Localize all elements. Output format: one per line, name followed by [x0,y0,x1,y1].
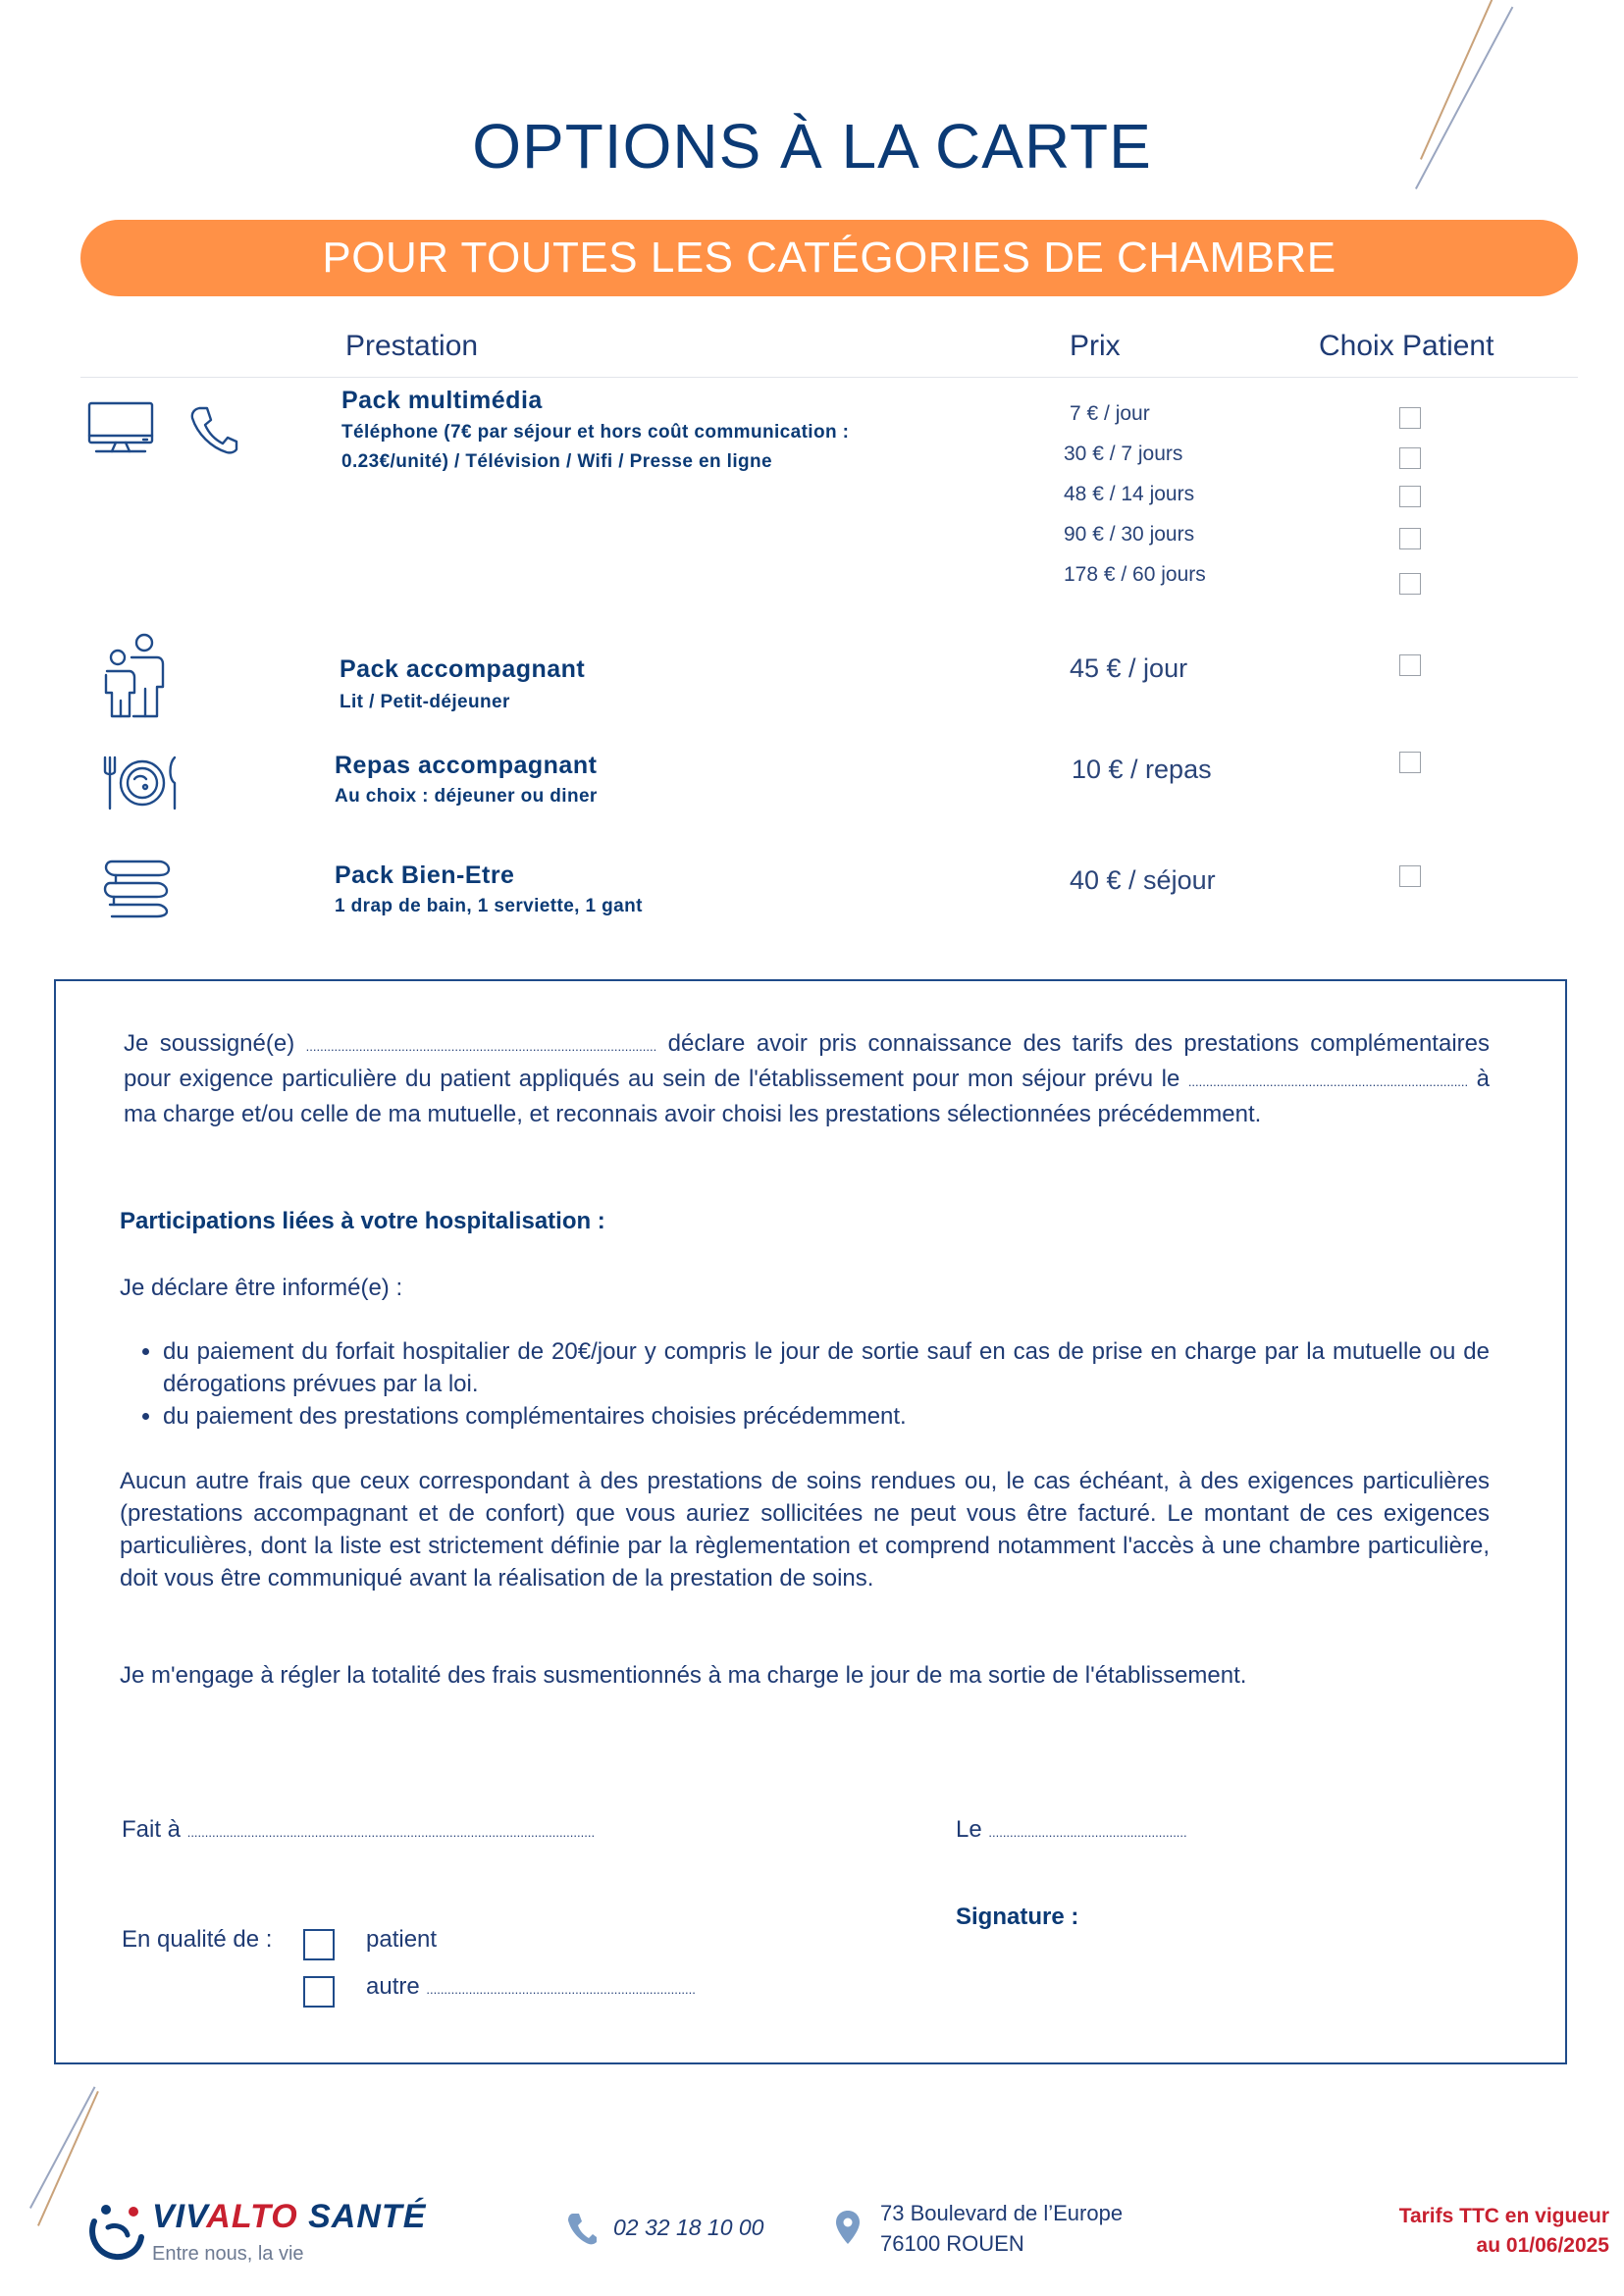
choice-checkbox[interactable] [1399,865,1421,887]
price-option: 7 € / jour [1070,402,1150,425]
item-description: Au choix : déjeuner ou diner [335,786,598,807]
header-choix-patient: Choix Patient [1319,330,1494,362]
price-option: 48 € / 14 jours [1064,483,1195,505]
page-title: OPTIONS À LA CARTE [472,111,1152,182]
tarifs-line1: Tarifs TTC en vigueur [1398,2205,1609,2227]
logo-text: SANTÉ [297,2198,427,2235]
intro-text: Je soussigné(e) [124,1030,306,1057]
date-field[interactable]: ............................................................................... [1187,1074,1469,1089]
le-field[interactable]: ........................................................ [988,1825,1187,1840]
aucun-paragraph: Aucun autre frais que ceux correspondant à des prestations de soins rendues ou, le cas échéant, à des exigences particulières (prestations accompagnant et de confort) que vous auriez sollicitées ne peut vous être facturé. Le montant de ces exigences particulières, dont la liste est strictement définie par la règlementation et comprend notamment l'accès à une chambre particulière, doit vous être communiqué avant la réalisation de la prestation de soins. [120,1468,1490,1592]
autre-label: autre [366,1973,427,2000]
autre-line [366,1970,696,2006]
list-item: • du paiement du forfait hospitalier de 20€/jour y compris le jour de sortie sauf en cas de prise en charge par la mutuelle ou de dérogations prévues par la loi. [163,1335,1490,1400]
list-item: • du paiement des prestations complémentaires choisies précédemment. [163,1400,1490,1433]
item-price: 45 € / jour [1070,653,1188,683]
patient-checkbox[interactable] [303,1929,335,1960]
le-line [956,1813,1187,1849]
footer-address-line1: 73 Boulevard de l’Europe [880,2201,1124,2225]
item-description: 1 drap de bain, 1 serviette, 1 gant [335,896,643,916]
intro-text: déclare avoir pris connaissance des tarifs des prestations complémentaires pour exigence particulière du patient appliqués au sein de l'établissement pour mon séjour prévu le [124,1030,1490,1092]
intro-text: à ma charge et/ou celle de ma mutuelle, et reconnais avoir choisi les prestations sélectionnées précédemment. [124,1066,1491,1127]
decorative-line [29,2086,95,2208]
le-label: Le [956,1816,989,1843]
item-description: Téléphone (7€ par séjour et hors coût communication : [341,422,850,443]
name-field[interactable]: ................................................................................................... [305,1039,657,1054]
television-icon [86,400,157,455]
phone-icon [567,2212,597,2245]
price-option: 90 € / 30 jours [1064,523,1195,546]
tarifs-line2: au 01/06/2025 [1476,2234,1609,2257]
declaration-intro [124,1027,1490,1130]
autre-field[interactable]: ............................................................................ [426,1982,696,1997]
location-icon [835,2210,861,2245]
item-name: Pack Bien-Etre [335,861,515,889]
item-name: Pack accompagnant [340,655,586,683]
brand-logo [152,2198,426,2236]
patient-label: patient [366,1926,438,1953]
qualite-label: En qualité de : [122,1926,273,1953]
meal-icon [102,754,183,812]
bullet-list [120,1335,1490,1433]
footer-phone[interactable]: 02 32 18 10 00 [613,2215,764,2240]
header-prestation: Prestation [345,330,479,362]
choice-checkbox[interactable] [1399,752,1421,773]
fait-a-line [122,1813,595,1849]
choice-checkbox[interactable] [1399,407,1421,429]
autre-checkbox[interactable] [303,1976,335,2008]
category-banner: POUR TOUTES LES CATÉGORIES DE CHAMBRE [80,220,1578,296]
phone-icon [189,404,238,455]
item-price: 10 € / repas [1072,755,1212,784]
item-name: Pack multimédia [341,387,543,414]
engage-paragraph: Je m'engage à régler la totalité des frais susmentionnés à ma charge le jour de ma sortie de l'établissement. [120,1662,1247,1689]
participations-title: Participations liées à votre hospitalisation : [120,1208,605,1234]
choice-checkbox[interactable] [1399,447,1421,469]
logo-text: VIV [152,2198,207,2235]
item-description: Lit / Petit-déjeuner [340,692,510,712]
item-name: Repas accompagnant [335,752,598,779]
brand-tagline: Entre nous, la vie [152,2243,304,2265]
choice-checkbox[interactable] [1399,486,1421,507]
signature-label: Signature : [956,1904,1079,1930]
people-icon [102,632,167,720]
towels-icon [102,856,173,918]
price-option: 178 € / 60 jours [1064,563,1206,586]
item-description: 0.23€/unité) / Télévision / Wifi / Presse en ligne [341,451,773,472]
choice-checkbox[interactable] [1399,573,1421,595]
item-price: 40 € / séjour [1070,865,1216,895]
footer-address-line2: 76100 ROUEN [880,2231,1024,2256]
vivalto-logo-icon [86,2200,147,2261]
logo-text: ALTO [206,2198,298,2235]
choice-checkbox[interactable] [1399,528,1421,549]
choice-checkbox[interactable] [1399,654,1421,676]
header-prix: Prix [1070,330,1121,362]
price-option: 30 € / 7 jours [1064,443,1183,465]
fait-a-label: Fait à [122,1816,187,1843]
fait-a-field[interactable]: ................................................................................................................... [186,1825,596,1840]
declare-text: Je déclare être informé(e) : [120,1275,403,1301]
table-divider [80,377,1578,378]
